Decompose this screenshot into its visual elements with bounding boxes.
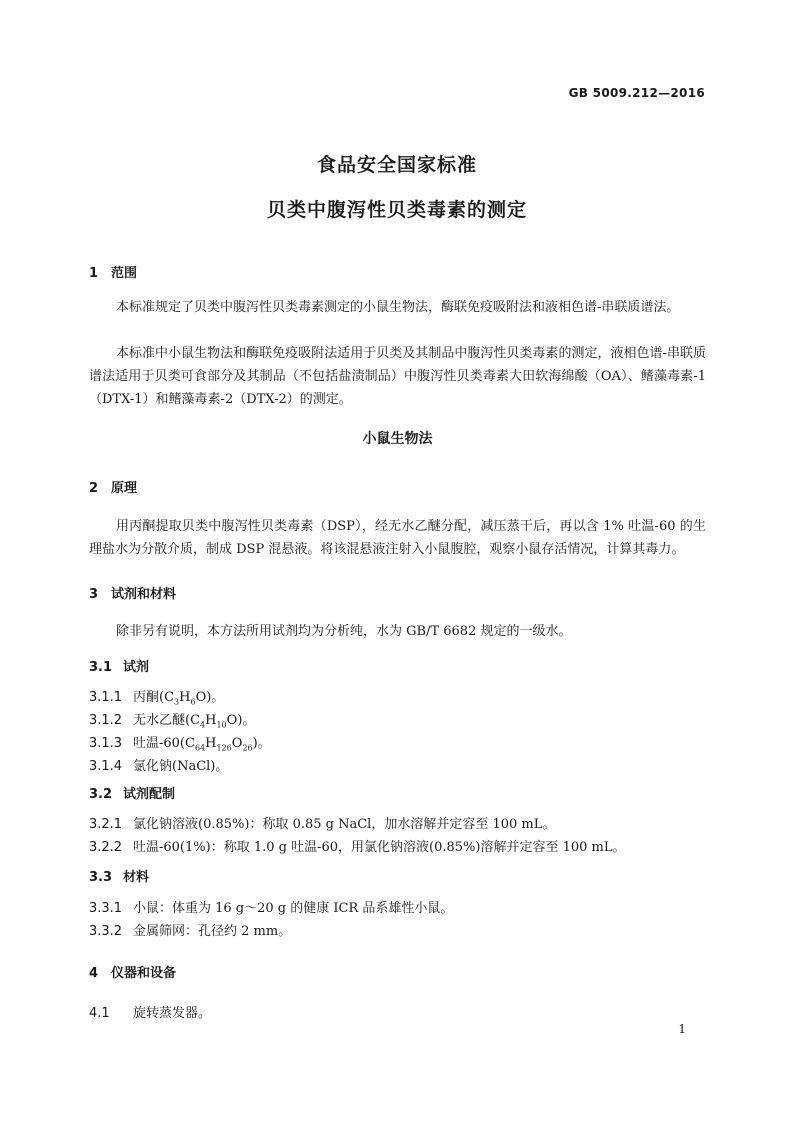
list-item: 3.2.2 吐温-60(1%)：称取 1.0 g 吐温-60，用氯化钠溶液(0.85%)溶解并定容至 100 mL。 (89, 840, 626, 855)
paragraph-principle: 用丙酮提取贝类中腹泻性贝类毒素（DSP），经无水乙醚分配，减压蒸干后，再以含 1% 吐温-60 的生理盐水为分散介质，制成 DSP 混悬液。将该混悬液注射入小鼠腹腔，观察小鼠存活情况，计算其毒力。 (89, 519, 706, 557)
section-heading-2: 2 原理 (89, 481, 138, 496)
list-item: 3.1.2 无水乙醚$(C_4H_{10}O)$。 (89, 713, 256, 730)
method-title: 小鼠生物法 (362, 431, 433, 447)
paragraph-scope-2: 本标准中小鼠生物法和酶联免疫吸附法适用于贝类及其制品中腹泻性贝类毒素的测定，液相色谱-串联质谱法适用于贝类可食部分及其制品（不包括盐渍制品）中腹泻性贝类毒素大田软海绵酸（OA）、鳍藻毒素-1（DTX-1）和鳍藻毒素-2（DTX-2）的测定。 (89, 346, 706, 407)
list-item: 3.1.4 氯化钠(NaCl)。 (89, 759, 229, 774)
section-heading-4: 4 仪器和设备 (89, 966, 177, 981)
paragraph-scope-1: 本标准规定了贝类中腹泻性贝类毒素测定的小鼠生物法，酶联免疫吸附法和液相色谱-串联质谱法。 (116, 300, 680, 315)
list-item: 3.1.1 丙酮$(C_3H_6O)$。 (89, 690, 225, 707)
list-item: 3.2.1 氯化钠溶液(0.85%)：称取 0.85 g NaCl，加水溶解并定容至 100 mL。 (89, 817, 556, 832)
document-code: GB 5009.212—2016 (568, 86, 705, 100)
section-heading-3-2: 3.2 试剂配制 (89, 787, 176, 802)
list-item: 3.3.2 金属筛网：孔径约 2 mm。 (89, 924, 292, 939)
list-item: 3.3.1 小鼠：体重为 16 g～20 g 的健康 ICR 品系雄性小鼠。 (89, 901, 454, 916)
list-item: 3.1.3 吐温$-60(C_{64}H_{126}O_{26})$。 (89, 736, 271, 753)
paragraph-reagents-intro: 除非另有说明，本方法所用试剂均为分析纯，水为 GB/T 6682 规定的一级水。 (116, 624, 572, 639)
section-heading-3: 3 试剂和材料 (89, 587, 177, 602)
section-heading-3-1: 3.1 试剂 (89, 660, 150, 675)
page-number: 1 (678, 1022, 686, 1036)
section-heading-1: 1 范围 (89, 266, 138, 281)
document-title: 食品安全国家标准 (316, 154, 477, 176)
list-item: 4.1 旋转蒸发器。 (89, 1006, 212, 1021)
document-subtitle: 贝类中腹泻性贝类毒素的测定 (266, 199, 527, 221)
section-heading-3-3: 3.3 材料 (89, 870, 150, 885)
